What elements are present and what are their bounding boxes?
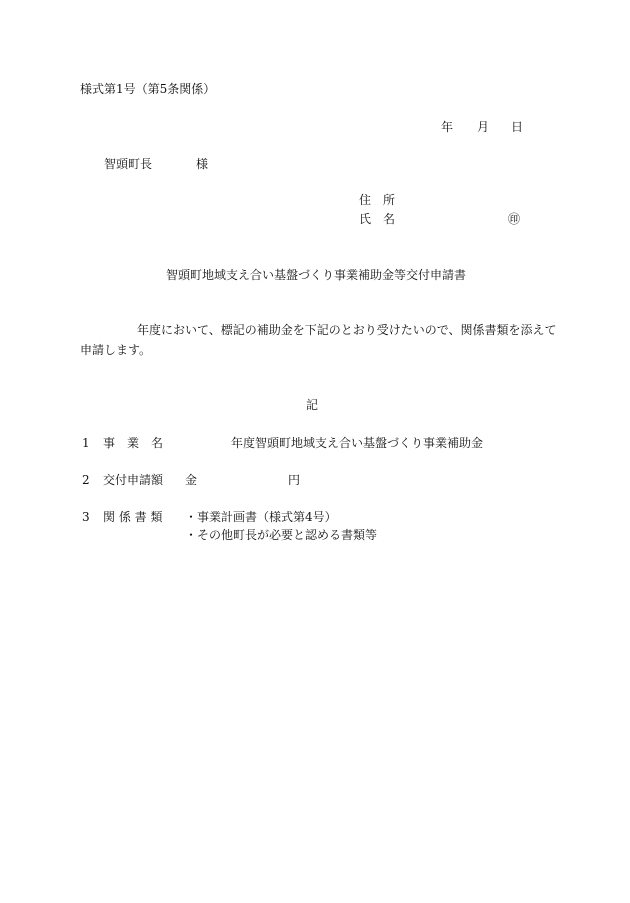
item-2-value-prefix: 金 bbox=[185, 473, 198, 487]
date-day: 日 bbox=[511, 120, 524, 134]
date-year: 年 bbox=[441, 120, 454, 134]
addressee-honorific: 様 bbox=[196, 157, 209, 171]
item-3-label: 関 係 書 類 bbox=[103, 510, 163, 524]
ki-heading: 記 bbox=[306, 398, 319, 412]
addressee-name: 智頭町長 bbox=[104, 157, 153, 171]
item-2-label: 交付申請額 bbox=[103, 473, 164, 487]
seal-mark: ㊞ bbox=[508, 212, 521, 226]
item-3-number: 3 bbox=[82, 510, 90, 524]
item-1-label: 事 業 名 bbox=[103, 436, 164, 450]
item-3-doc-1: ・事業計画書（様式第4号） bbox=[185, 510, 337, 524]
item-3-doc-2: ・その他町長が必要と認める書類等 bbox=[185, 528, 378, 542]
address-label: 住 所 bbox=[359, 193, 396, 207]
name-label: 氏 名 bbox=[359, 212, 396, 226]
body-line-2: 申請します。 bbox=[80, 343, 152, 357]
item-2-number: 2 bbox=[82, 473, 90, 487]
form-number: 様式第1号（第5条関係） bbox=[80, 82, 216, 96]
date-month: 月 bbox=[477, 120, 490, 134]
item-1-number: 1 bbox=[82, 436, 90, 450]
item-1-value: 年度智頭町地域支え合い基盤づくり事業補助金 bbox=[231, 436, 484, 450]
item-2-value-suffix: 円 bbox=[288, 473, 301, 487]
body-line-1: 年度において、標記の補助金を下記のとおり受けたいので、関係書類を添えて bbox=[137, 323, 557, 337]
document-title: 智頭町地域支え合い基盤づくり事業補助金等交付申請書 bbox=[166, 268, 467, 282]
